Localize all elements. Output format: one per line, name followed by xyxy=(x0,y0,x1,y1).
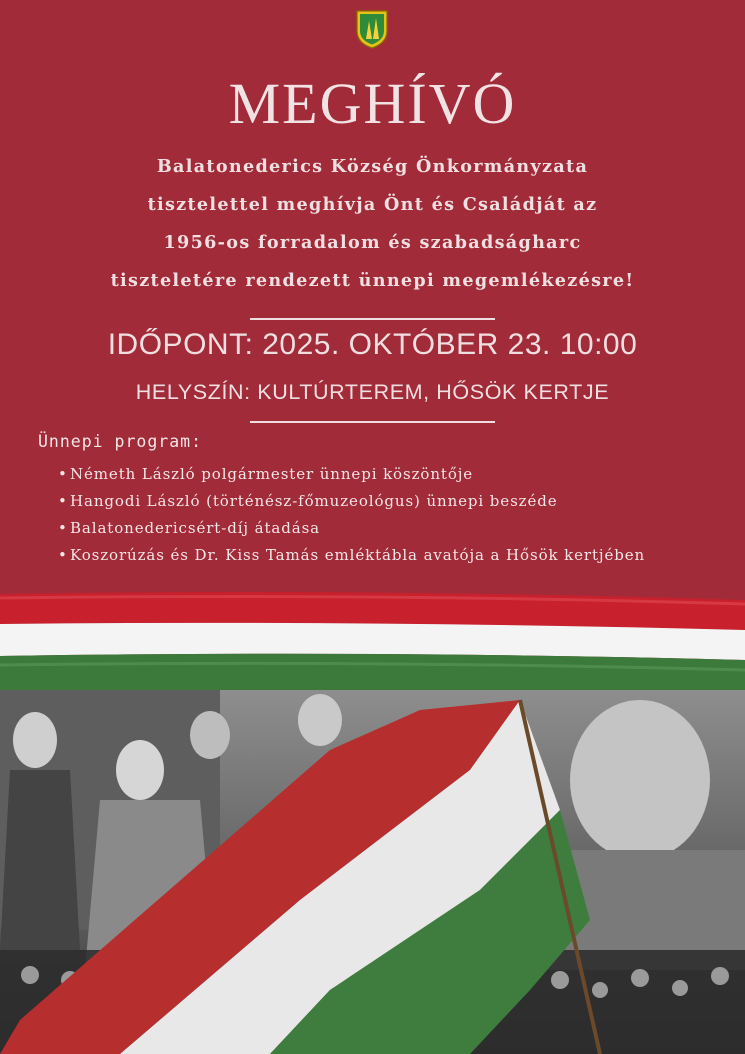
program-item: • Balatonedericsért-díj átadása xyxy=(58,515,708,542)
program-item: • Németh László polgármester ünnepi köszöntője xyxy=(58,461,708,488)
invitation-text xyxy=(20,148,725,300)
invitation-line: tiszteletére rendezett ünnepi megemlékezésre! xyxy=(110,270,635,291)
page-title: MEGHÍVÓ xyxy=(228,71,517,136)
invitation-line: Balatonederics Község Önkormányzata xyxy=(156,156,589,177)
event-date: IDŐPONT: 2025. OKTÓBER 23. 10:00 xyxy=(107,328,638,361)
tricolor-ribbon xyxy=(0,590,745,690)
invitation-line: tisztelettel meghívja Önt és Családját az xyxy=(147,194,598,215)
divider-bottom xyxy=(250,421,495,423)
program-list xyxy=(58,461,708,569)
coat-of-arms-icon xyxy=(355,9,389,49)
divider-top xyxy=(250,318,495,320)
event-location: HELYSZÍN: KULTÚRTEREM, HŐSÖK KERTJE xyxy=(135,380,610,404)
invitation-line: 1956-os forradalom és szabadságharc xyxy=(163,232,582,253)
program-item: • Koszorúzás és Dr. Kiss Tamás emléktábla avatója a Hősök kertjében xyxy=(58,542,708,569)
program-heading: Ünnepi program: xyxy=(38,432,203,451)
program-item: • Hangodi László (történész-főmuzeológus) ünnepi beszéde xyxy=(58,488,708,515)
historic-crowd-photo xyxy=(0,690,745,1054)
